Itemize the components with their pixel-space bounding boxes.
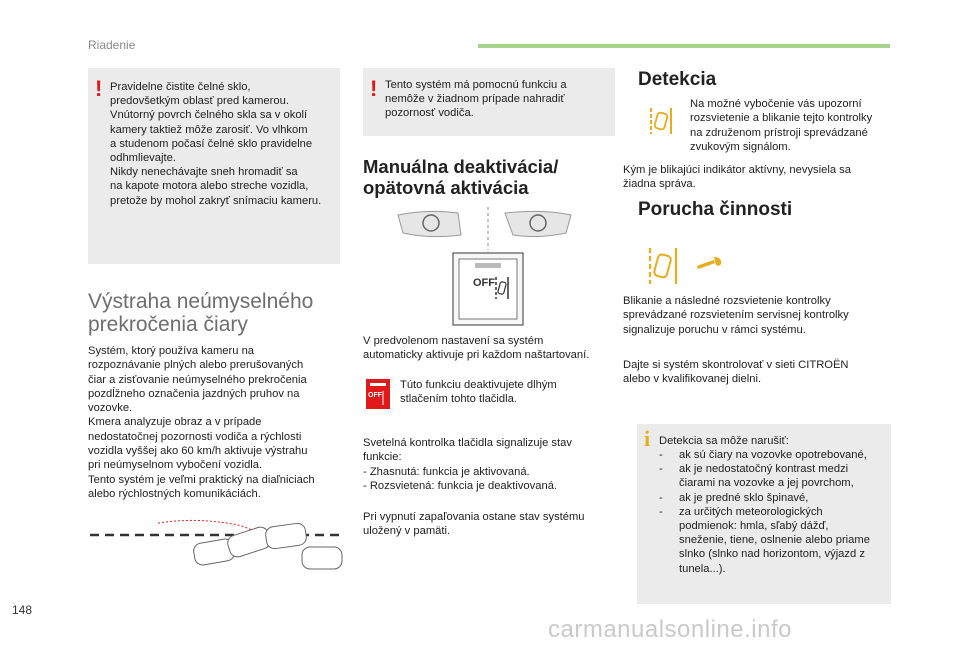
warning-exclamation-icon: ! bbox=[95, 76, 103, 101]
check-text: Dajte si systém skontrolovať v sieti CITROËN alebo v kvalifikovanej dielni. bbox=[623, 359, 849, 386]
fault-lane-icon bbox=[646, 248, 680, 284]
lane-departure-drawing bbox=[88, 515, 343, 575]
list-item: - ak sú čiary na vozovke opotrebované, bbox=[659, 449, 867, 461]
warning-note-assist bbox=[363, 68, 615, 136]
long-press-text: Túto funkciu deaktivujete dlhým stlačením tohto tlačidla. bbox=[400, 379, 557, 406]
memory-text: Pri vypnutí zapaľovania ostane stav systému uložený v pamäti. bbox=[363, 511, 585, 538]
dashboard-button-illustration bbox=[393, 205, 583, 330]
info-list bbox=[659, 448, 889, 576]
info-title: Detekcia sa môže narušiť: bbox=[659, 435, 789, 447]
detection-heading: Detekcia bbox=[638, 69, 717, 90]
lane-warning-lamp-icon bbox=[648, 108, 674, 134]
default-activation-text: V predvolenom nastavení sa systém automaticky aktivuje pri každom naštartovaní. bbox=[363, 335, 590, 362]
lane-warning-heading: Výstraha neúmyselného prekročenia čiary bbox=[88, 290, 314, 336]
blink-text: Kým je blikajúci indikátor aktívny, nevysiela sa žiadna správa. bbox=[623, 164, 851, 191]
info-note-detection bbox=[637, 424, 891, 604]
info-icon: i bbox=[644, 426, 651, 451]
wrench-icon bbox=[697, 255, 723, 273]
section-accent-bar bbox=[478, 44, 890, 48]
warning-note-camera bbox=[88, 68, 340, 264]
off-button-icon bbox=[366, 379, 390, 409]
manual-deactivation-heading: Manuálna deaktivácia/ opätovná aktivácia bbox=[363, 156, 559, 198]
section-title: Riadenie bbox=[88, 38, 136, 52]
list-item: - ak je predné sklo špinavé, bbox=[659, 491, 809, 504]
list-item: - ak je nedostatočný kontrast medzi čiarami na vozovke a jej povrchom, bbox=[659, 463, 854, 490]
dashboard-drawing bbox=[393, 205, 583, 330]
detection-text: Na možné vybočenie vás upozorní rozsvietenie a blikanie tejto kontrolky na združenom prístroji sprevádzané zvukovým signálom. bbox=[690, 98, 873, 153]
warning-note-text: Pravidelne čistite čelné sklo, predovšetkým oblasť pred kamerou. Vnútorný povrch čelného skla sa v okolí kamery taktiež môže zarosiť. Vo vlhkom a studenom počasí čelné sklo pravidelne odhmlievajte. Nikdy nenechávajte sneh hromadiť sa na kapote motora alebo streche vozidla, pretože by mohol zakryť snímaciu kameru. bbox=[110, 81, 322, 207]
lane-departure-illustration bbox=[88, 515, 343, 575]
lane-warning-body: Systém, ktorý používa kameru na rozpoznávanie plných alebo prerušovaných čiar a zisťovanie neúmyselného prekročenia pozdĺžneho označenia jazdných pruhov na vozovke. Kmera analyzuje obraz a v prípade nedostatočnej pozornosti vodiča a rýchlosti vozidla vyššej ako 60 km/h aktivuje výstrahu pri neúmyselnom vybočení vozidla. Tento systém je veľmi praktický na diaľniciach alebo rýchlostných komunikáciách. bbox=[88, 345, 315, 500]
page-number: 148 bbox=[12, 603, 33, 617]
lane-car-icon bbox=[495, 277, 509, 299]
indicator-state-text: Svetelná kontrolka tlačidla signalizuje stav funkcie: - Zhasnutá: funkcia je aktivovaná. - Rozsvietená: funkcia je deaktivovaná. bbox=[363, 437, 572, 492]
watermark: carmanualsonline.info bbox=[548, 616, 792, 643]
svg-text:OFF: OFF bbox=[368, 392, 382, 399]
fault-text: Blikanie a následné rozsvietenie kontrolky sprevádzané rozsvietením servisnej kontrolky signalizuje poruchu v rámci systému. bbox=[623, 295, 849, 336]
warning-note-assist-text: Tento systém má pomocnú funkciu a nemôže v žiadnom prípade nahradiť pozornosť vodiča. bbox=[385, 79, 567, 120]
fault-heading: Porucha činnosti bbox=[638, 199, 793, 220]
list-item: - za určitých meteorologických podmienok: hmla, sľabý dážď, sneženie, tiene, oslnenie alebo priame slnko (slnko nad horizontom, výjazd z tunela...). bbox=[659, 505, 870, 575]
off-button-label: OFF bbox=[473, 277, 495, 289]
warning-exclamation-icon: ! bbox=[370, 76, 378, 101]
